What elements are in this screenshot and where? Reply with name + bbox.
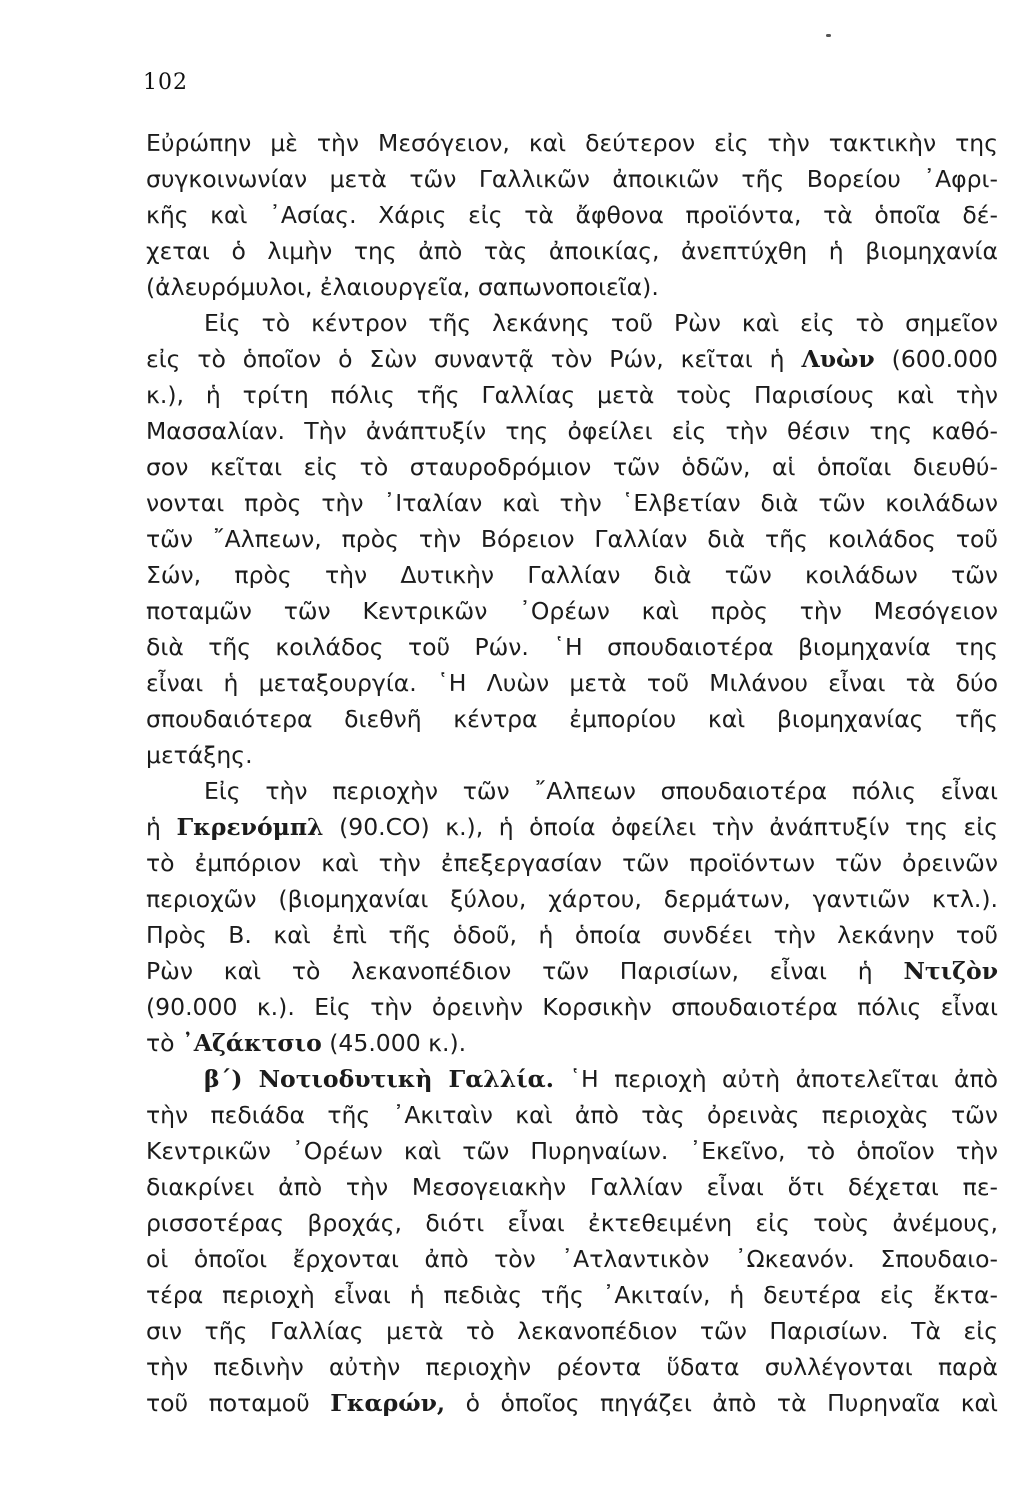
text-line — [146, 125, 998, 161]
bold-term: Γκαρών, — [330, 1389, 446, 1417]
text-run: σπουδαιότερα διεθνῆ κέντρα ἐμπορίου καὶ βιομηχανίας τῆς — [146, 705, 998, 733]
text-line — [146, 269, 998, 305]
bold-term: Λυὼν — [801, 345, 875, 373]
page-number: 102 — [143, 70, 188, 95]
text-line — [146, 1205, 998, 1241]
text-run: ρισσοτέρας βροχάς, διότι εἶναι ἐκτεθειμένη εἰς τοὺς ἀνέμους, — [146, 1209, 998, 1237]
text-line — [146, 377, 998, 413]
bold-term: Ντιζὸν — [903, 957, 998, 985]
text-line — [146, 1133, 998, 1169]
text-line — [146, 845, 998, 881]
text-run: (90.CO) κ.), ἡ ὁποία ὀφείλει τὴν ἀνάπτυξίν της εἰς — [323, 813, 998, 841]
text-run: σον κεῖται εἰς τὸ σταυροδρόμιον τῶν ὁδῶν, αἱ ὁποῖαι διευθύ- — [146, 453, 998, 481]
text-run: τὴν πεδιάδα τῆς ᾿Ακιταὶν καὶ ἀπὸ τὰς ὀρεινὰς περιοχὰς τῶν — [146, 1101, 998, 1129]
text-run: Κεντρικῶν ᾿Ορέων καὶ τῶν Πυρηναίων. ᾿Εκεῖνο, τὸ ὁποῖον τὴν — [146, 1137, 998, 1165]
text-line — [146, 305, 998, 341]
text-line — [146, 665, 998, 701]
text-line — [146, 1097, 998, 1133]
bold-term: β΄) Νοτιοδυτικὴ Γαλλία. — [204, 1065, 554, 1093]
text-run: τὸ — [146, 1029, 182, 1057]
text-run: Εὐρώπην μὲ τὴν Μεσόγειον, καὶ δεύτερον εἰς τὴν τακτικὴν της — [146, 129, 998, 157]
bold-term: Γκρενόμπλ — [176, 813, 324, 841]
text-line — [146, 1277, 998, 1313]
text-run: σιν τῆς Γαλλίας μετὰ τὸ λεκανοπέδιον τῶν Παρισίων. Τὰ εἰς — [146, 1317, 998, 1345]
text-run: Ρὼν καὶ τὸ λεκανοπέδιον τῶν Παρισίων, εἶναι ἡ — [146, 957, 904, 985]
text-run: μετάξης. — [146, 741, 253, 769]
bold-term: ᾿Αζάκτσιο — [182, 1029, 322, 1057]
text-line — [146, 413, 998, 449]
text-run: τὴν πεδινὴν αὐτὴν περιοχὴν ρέοντα ὕδατα συλλέγονται παρὰ — [146, 1353, 998, 1381]
text-line — [146, 521, 998, 557]
scan-speck — [826, 34, 831, 37]
text-run: διακρίνει ἀπὸ τὴν Μεσογειακὴν Γαλλίαν εἶναι ὅτι δέχεται πε- — [146, 1173, 998, 1201]
text-line — [146, 809, 998, 845]
text-run: Μασσαλίαν. Τὴν ἀνάπτυξίν της ὀφείλει εἰς τὴν θέσιν της καθό- — [146, 417, 998, 445]
text-line — [146, 161, 998, 197]
text-run: περιοχῶν (βιομηχανίαι ξύλου, χάρτου, δερμάτων, γαντιῶν κτλ.). — [146, 885, 998, 913]
text-run: τὸ ἐμπόριον καὶ τὴν ἐπεξεργασίαν τῶν προϊόντων τῶν ὀρεινῶν — [146, 849, 998, 877]
text-run: κῆς καὶ ᾿Ασίας. Χάρις εἰς τὰ ἄφθονα προϊόντα, τὰ ὁποῖα δέ- — [146, 201, 998, 229]
text-run: Πρὸς Β. καὶ ἐπὶ τῆς ὁδοῦ, ἡ ὁποία συνδέει τὴν λεκάνην τοῦ — [146, 921, 998, 949]
text-line — [146, 341, 998, 377]
text-run: ὁ ὁποῖος πηγάζει ἀπὸ τὰ Πυρηναῖα καὶ — [445, 1389, 998, 1417]
text-line — [146, 593, 998, 629]
text-line — [146, 917, 998, 953]
text-line — [146, 1025, 998, 1061]
text-run: ῾Η περιοχὴ αὐτὴ ἀποτελεῖται ἀπὸ — [553, 1065, 998, 1093]
text-line — [146, 485, 998, 521]
text-run: τέρα περιοχὴ εἶναι ἡ πεδιὰς τῆς ᾿Ακιταίν, ἡ δευτέρα εἰς ἔκτα- — [146, 1281, 998, 1309]
text-run: Εἰς τὴν περιοχὴν τῶν ῎Αλπεων σπουδαιοτέρα πόλις εἶναι — [204, 777, 998, 805]
text-run: διὰ τῆς κοιλάδος τοῦ Ρών. ῾Η σπουδαιοτέρα βιομηχανία της — [146, 633, 998, 661]
text-line — [146, 737, 998, 773]
text-run: Σών, πρὸς τὴν Δυτικὴν Γαλλίαν διὰ τῶν κοιλάδων τῶν — [146, 561, 998, 589]
text-line — [146, 989, 998, 1025]
text-run: οἱ ὁποῖοι ἔρχονται ἀπὸ τὸν ᾿Ατλαντικὸν ᾿Ωκεανόν. Σπουδαιο- — [146, 1245, 998, 1273]
text-line — [146, 1385, 998, 1421]
text-run: (600.000 — [874, 345, 998, 373]
text-line — [146, 629, 998, 665]
text-run: ποταμῶν τῶν Κεντρικῶν ᾿Ορέων καὶ πρὸς τὴν Μεσόγειον — [146, 597, 998, 625]
text-run: κ.), ἡ τρίτη πόλις τῆς Γαλλίας μετὰ τοὺς Παρισίους καὶ τὴν — [146, 381, 998, 409]
text-line — [146, 197, 998, 233]
text-run: συγκοινωνίαν μετὰ τῶν Γαλλικῶν ἀποικιῶν τῆς Βορείου ᾿Αφρι- — [146, 165, 998, 193]
text-run: ἡ — [146, 813, 177, 841]
text-run: (ἀλευρόμυλοι, ἐλαιουργεῖα, σαπωνοποιεῖα). — [146, 273, 659, 301]
text-line — [146, 1349, 998, 1385]
text-run: εἶναι ἡ μεταξουργία. ῾Η Λυὼν μετὰ τοῦ Μιλάνου εἶναι τὰ δύο — [146, 669, 998, 697]
text-line — [146, 701, 998, 737]
text-run: εἰς τὸ ὁποῖον ὁ Σὼν συναντᾷ τὸν Ρών, κεῖται ἡ — [146, 345, 802, 373]
text-line — [146, 1241, 998, 1277]
text-run: χεται ὁ λιμὴν της ἀπὸ τὰς ἀποικίας, ἀνεπτύχθη ἡ βιομηχανία — [146, 237, 998, 265]
text-line — [146, 881, 998, 917]
text-run: νονται πρὸς τὴν ᾿Ιταλίαν καὶ τὴν ῾Ελβετίαν διὰ τῶν κοιλάδων — [146, 489, 998, 517]
text-line — [146, 1313, 998, 1349]
text-run: Εἰς τὸ κέντρον τῆς λεκάνης τοῦ Ρὼν καὶ εἰς τὸ σημεῖον — [204, 309, 998, 337]
text-run: τοῦ ποταμοῦ — [146, 1389, 331, 1417]
text-line — [146, 953, 998, 989]
text-line — [146, 449, 998, 485]
text-line — [146, 233, 998, 269]
text-line — [146, 773, 998, 809]
text-run: τῶν ῎Αλπεων, πρὸς τὴν Βόρειον Γαλλίαν διὰ τῆς κοιλάδος τοῦ — [146, 525, 998, 553]
text-line — [146, 557, 998, 593]
text-line — [146, 1169, 998, 1205]
text-run: (45.000 κ.). — [321, 1029, 467, 1057]
text-run: (90.000 κ.). Εἰς τὴν ὀρεινὴν Κορσικὴν σπουδαιοτέρα πόλις εἶναι — [146, 993, 998, 1021]
text-line — [146, 1061, 998, 1097]
body-text — [146, 125, 998, 1421]
